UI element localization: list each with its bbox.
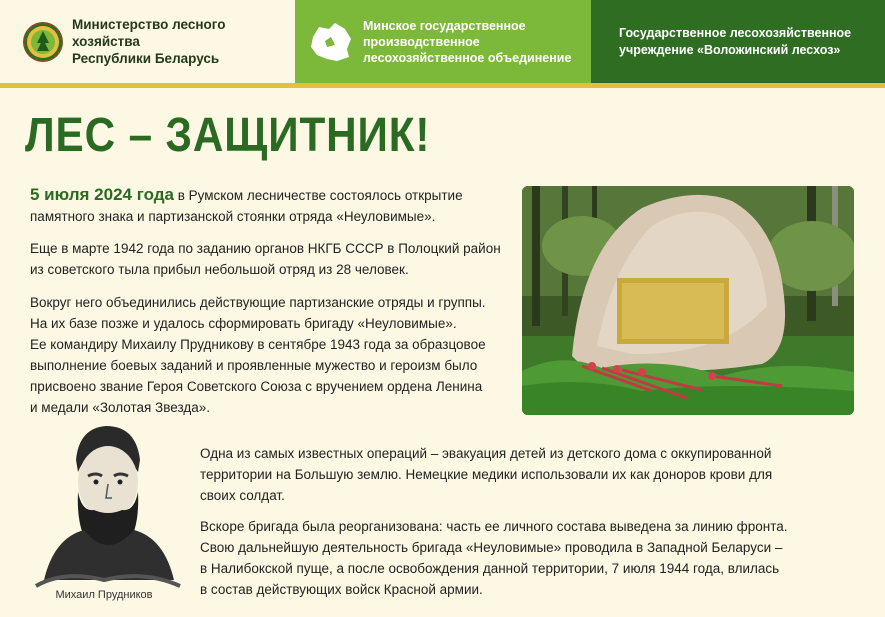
- event-date: 5 июля 2024 года: [30, 185, 174, 204]
- opening-text: в Румском лесничестве состоялось открытие памятного знака и партизанской стоянки отряда «Неуловимые».: [30, 188, 463, 224]
- paragraph-reorganization: Вскоре бригада была реорганизована: часть ее личного состава выведена за линию фронта. Свою дальнейшую деятельность бригада «Неуловимые» проводила в Западной Беларуси – в Налибокской пуще, а после освобождения данной территории, 7 июля 1944 года, влилась в состав действующих войск Красной армии.: [200, 519, 788, 597]
- association-block: [295, 0, 591, 83]
- page-title: ЛЕС – ЗАЩИТНИК!: [25, 109, 431, 162]
- gold-divider: [0, 83, 885, 88]
- paragraph-evacuation: Одна из самых известных операций – эвакуация детей из детского дома с оккупированной территории на Большую землю. Немецкие медики использовали их как доноров крови для своих солдат.: [200, 446, 773, 503]
- ministry-emblem-icon: [22, 21, 64, 63]
- paragraph-opening: [30, 184, 500, 227]
- leskhoz-block: [591, 0, 885, 83]
- ministry-name: Министерство лесного хозяйства Республики Беларусь: [72, 17, 226, 66]
- ministry-block: [0, 0, 295, 83]
- memorial-stone-photo: [522, 186, 854, 415]
- paragraph-brigade: Вокруг него объединились действующие партизанские отряды и группы. На их базе позже и удалось сформировать бригаду «Неуловимые». Ее командиру Михаилу Прудникову в сентябре 1943 года за образцовое выполнение боевых заданий и проявленные мужество и героизм было присвоено звание Героя Советского Союза с вручением ордена Ленина и медали «Золотая Звезда».: [30, 295, 486, 415]
- association-name: Минское государственное производственное лесохозяйственное объединение: [363, 18, 572, 65]
- header-bar: [0, 0, 885, 83]
- leskhoz-name: Государственное лесохозяйственное учреждение «Воложинский лесхоз»: [619, 25, 852, 57]
- portrait-drawing: [24, 420, 184, 588]
- minsk-region-map-icon: [307, 19, 355, 65]
- paragraph-arrival: Еще в марте 1942 года по заданию органов НКГБ СССР в Полоцкий район из советского тыла прибыл небольшой отряд из 28 человек.: [30, 241, 501, 277]
- portrait-caption: Михаил Прудников: [55, 589, 153, 601]
